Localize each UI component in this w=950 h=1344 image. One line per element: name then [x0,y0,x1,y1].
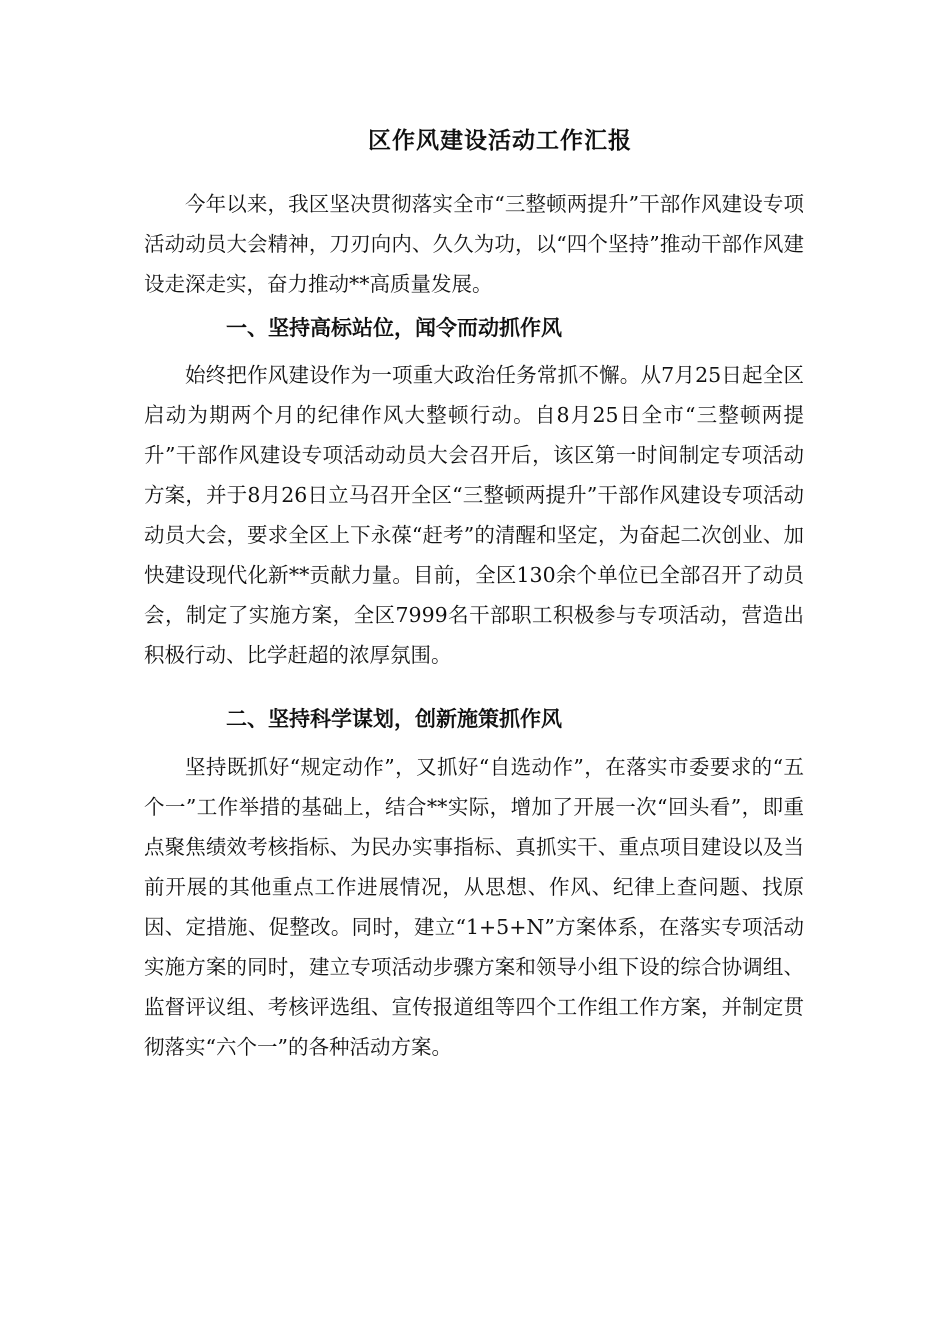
section-2-paragraph: 坚持既抓好“规定动作”，又抓好“自选动作”，在落实市委要求的“五个一”工作举措的基础上，结合**实际，增加了开展一次“回头看”，即重点聚焦绩效考核指标、为民办实事指标、真抓实干、重点项目建设以及当前开展的其他重点工作进展情况，从思想、作风、纪律上查问题、找原因、定措施、促整改。同时，建立“1+5+N”方案体系，在落实专项活动实施方案的同时，建立专项活动步骤方案和领导小组下设的综合协调组、监督评议组、考核评选组、宣传报道组等四个工作组工作方案，并制定贯彻落实“六个一”的各种活动方案。 [144,755,804,1059]
section-2-heading: 二、坚持科学谋划，创新施策抓作风 [226,706,562,731]
section-1-heading: 一、坚持高标站位，闻令而动抓作风 [226,315,562,340]
section-1-paragraph: 始终把作风建设作为一项重大政治任务常抓不懈。从7月25日起全区启动为期两个月的纪律作风大整顿行动。自8月25日全市“三整顿两提升”干部作风建设专项活动动员大会召开后，该区第一时间制定专项活动方案，并于8月26日立马召开全区“三整顿两提升”干部作风建设专项活动动员大会，要求全区上下永葆“赶考”的清醒和坚定，为奋起二次创业、加快建设现代化新**贡献力量。目前，全区130余个单位已全部召开了动员会，制定了实施方案，全区7999名干部职工积极参与专项活动，营造出积极行动、比学赶超的浓厚氛围。 [144,363,804,667]
document-title: 区作风建设活动工作汇报 [368,127,632,154]
intro-paragraph: 今年以来，我区坚决贯彻落实全市“三整顿两提升”干部作风建设专项活动动员大会精神，刀刃向内、久久为功，以“四个坚持”推动干部作风建设走深走实，奋力推动**高质量发展。 [144,192,804,296]
